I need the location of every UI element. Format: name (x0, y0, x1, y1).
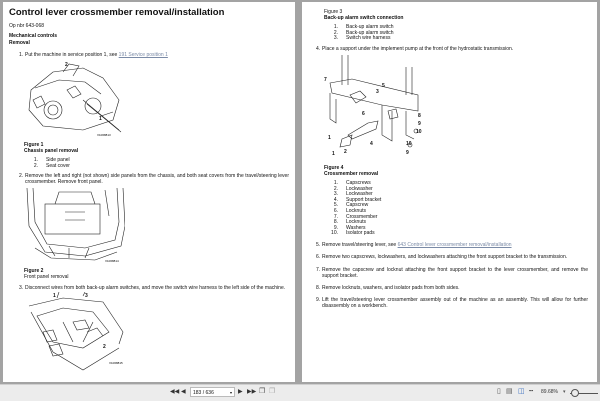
two-page-continuous-view-icon[interactable]: ╍ (529, 388, 534, 395)
page-left: Control lever crossmember removal/installation Op nbr 643-068 Mechanical controls Removal 1. Put the machine in service position 1, see 191 Service position 1 2 1 V1068813 Figure 1 Chassis panel removal 1. Side panel 2. Seat cover 2. Remove the left and right (not shown) side panels from the chassis, and both seat covers from the travel/steering lever crossmember. Remove front panel. V1068814 Figure 2 Front panel removal 3. Disconnect wires from both back-up alarm switches, and move the switch wire harness to the left side of the machine. 1 3 2 V1068815 (3, 2, 295, 382)
figure-1-image (23, 60, 123, 138)
figure-4-label: Figure 4 (324, 165, 344, 171)
figure-2-label: Figure 2 (24, 268, 44, 274)
svg-text:6: 6 (362, 111, 365, 117)
figure-1-legend: 1. Side panel 2. Seat cover (33, 157, 70, 169)
step-9: 9. Lift the travel/steering lever crossmember assembly out of the machine as an assembly. This will allow for further disassembly on a workbench. (316, 297, 588, 309)
svg-text:5: 5 (382, 83, 385, 89)
next-page-icon[interactable]: ▶ (238, 389, 243, 395)
copy-icon[interactable]: ❐ (259, 388, 266, 395)
svg-text:2: 2 (103, 344, 106, 350)
svg-text:4: 4 (370, 141, 373, 147)
svg-text:9: 9 (418, 121, 421, 127)
zoom-level[interactable]: 89.68% (541, 389, 558, 395)
figure-4-image (322, 55, 422, 157)
svg-text:9: 9 (406, 150, 409, 156)
figure-1-caption: Chassis panel removal (24, 148, 79, 154)
first-page-icon[interactable]: ◀◀ (170, 389, 180, 395)
op-number: Op nbr 643-068 (9, 23, 45, 29)
service-position-link[interactable]: 191 Service position 1 (118, 52, 168, 58)
svg-text:1: 1 (53, 293, 56, 299)
svg-text:1: 1 (332, 151, 335, 157)
figure-4-legend: 1. Capscrews 2. Lockwasher 3. Lockwasher 4. Support bracket 5. Capscrew 6. Locknuts 7. Crossmember 8. Locknuts 9. Washers 10. Isolator pads (331, 180, 382, 237)
continuous-view-icon[interactable]: ▤ (506, 388, 513, 395)
svg-text:2: 2 (65, 62, 68, 68)
figure-3-label: Figure 3 (324, 9, 343, 15)
single-page-view-icon[interactable]: ▯ (497, 388, 501, 395)
svg-text:10: 10 (406, 141, 412, 147)
step-7: 7. Remove the capscrew and locknut attaching the front support bracket to the lever crossmember, and remove the support bracket. (316, 267, 588, 279)
chevron-down-icon[interactable]: ▾ (229, 390, 232, 395)
svg-text:8: 8 (418, 113, 421, 119)
page-title: Control lever crossmember removal/installation (9, 7, 225, 18)
last-page-icon[interactable]: ▶▶ (247, 389, 257, 395)
zoom-dropdown-icon[interactable]: ▾ (563, 389, 566, 395)
section-heading: Mechanical controls (9, 33, 58, 39)
subsection-heading: Removal (9, 40, 30, 46)
status-bar (0, 384, 600, 401)
figure-3-caption: Back-up alarm switch connection (324, 15, 404, 21)
crossmember-link[interactable]: 643 Control lever crossmember removal/installation (397, 242, 512, 248)
figure-2-caption: Front panel removal (24, 274, 69, 280)
paste-icon[interactable]: ❐ (269, 388, 276, 395)
figure-2-image (25, 186, 125, 264)
figure-1-label: Figure 1 (24, 142, 44, 148)
zoom-slider-handle[interactable] (571, 389, 579, 397)
svg-text:V1068814: V1068814 (105, 259, 119, 263)
svg-text:3: 3 (376, 89, 379, 95)
svg-text:10: 10 (416, 129, 422, 135)
page-right: Figure 3 Back-up alarm switch connection 1. Back-up alarm switch 2. Back-up alarm switch 3. Switch wire harness 4. Place a support under the implement pump at the front of the hydrostatic transmission. 7 3 5 6 8 9 10 10 9 4 1 2 1 Figure 4 Crossmember removal 1. Capscrews 2. Lockwasher 3. Lockwasher 4. Support bracket 5. Capscrew 6. Locknuts 7. Crossmember 8. Locknuts 9. Washers 10. Isolator pads 5. Remove travel/steering lever, see 643 Control lever crossmember removal/installation 6. Remove two capscrews, lockwashers, and lockwashers attaching the front support bracket to the transmission. 7. Remove the capscrew and locknut attaching the front support bracket to the lever crossmember, and remove the support bracket. 8. Remove locknuts, washers, and isolator pads from both sides. 9. Lift the travel/steering lever crossmember assembly out of the machine as an assembly. This will allow for further disassembly on a workbench. (302, 2, 597, 382)
figure-3-image (23, 292, 125, 374)
svg-text:1: 1 (328, 135, 331, 141)
svg-text:7: 7 (324, 77, 327, 83)
svg-text:V1068813: V1068813 (97, 133, 111, 137)
svg-text:3: 3 (85, 293, 88, 299)
svg-text:2: 2 (344, 149, 347, 155)
figure-3-legend: 1. Back-up alarm switch 2. Back-up alarm switch 3. Switch wire harness (333, 24, 394, 42)
svg-text:V1068815: V1068815 (109, 361, 123, 365)
prev-page-icon[interactable]: ◀ (181, 389, 186, 395)
two-page-view-icon[interactable]: ◫ (518, 388, 525, 395)
page-number-input[interactable]: 183 / 636 ▾ (190, 387, 235, 397)
svg-text:1: 1 (99, 116, 102, 122)
figure-4-caption: Crossmember removal (324, 171, 379, 177)
